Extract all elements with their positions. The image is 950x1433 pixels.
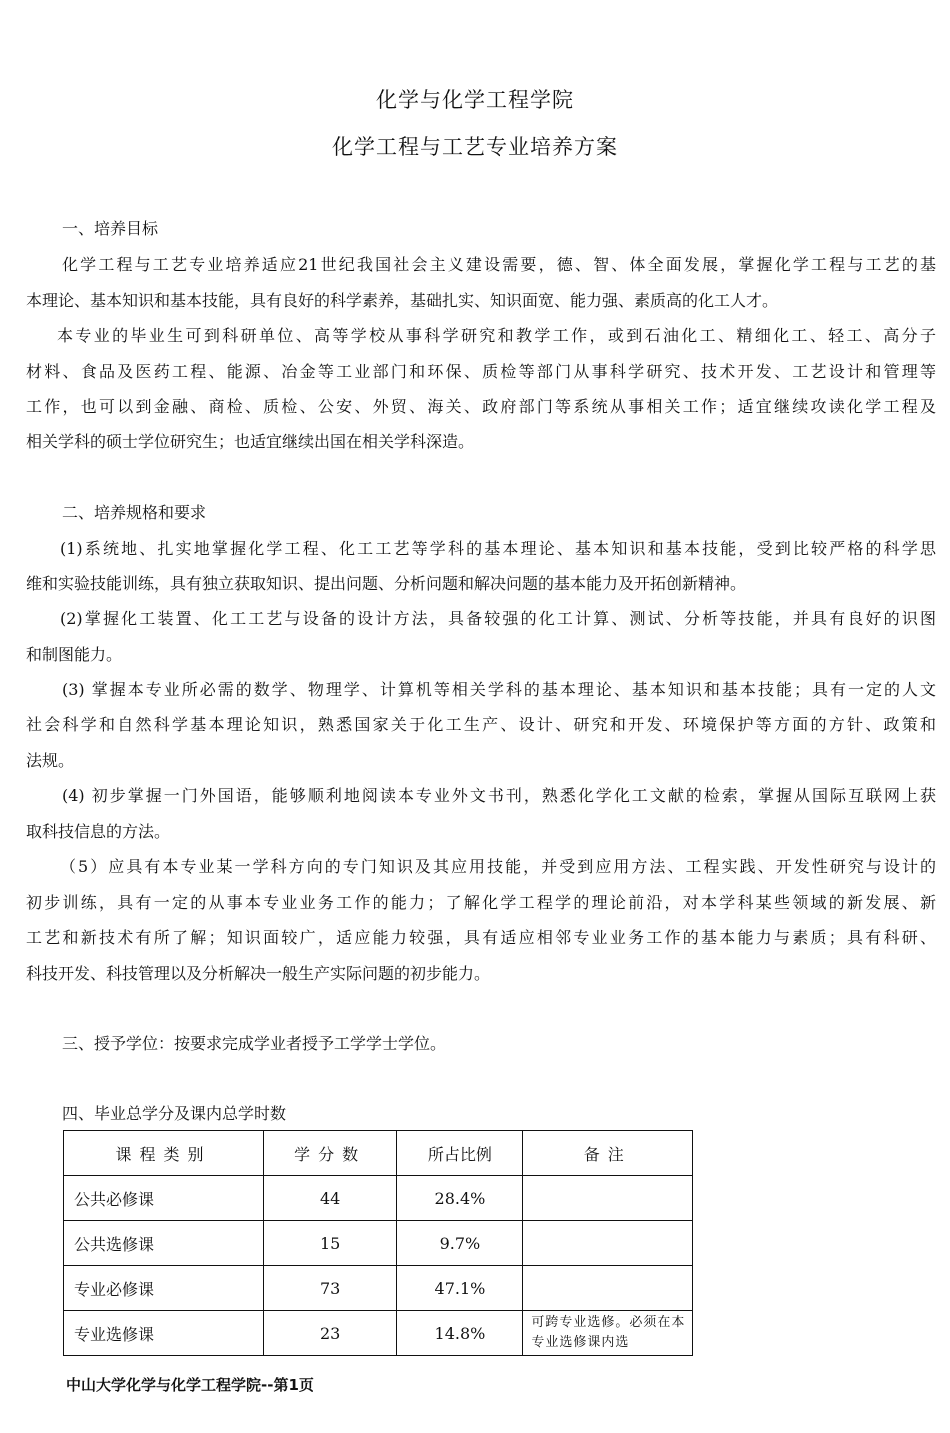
cell-credits: 15 xyxy=(263,1221,397,1266)
header-category: 课程类别 xyxy=(64,1131,264,1176)
table-row xyxy=(64,1266,693,1311)
text-line: (3) 掌握本专业所必需的数学、物理学、计算机等相关学科的基本理论、基本知识和基本技能；具有一定的人文 xyxy=(62,680,936,699)
cell-ratio: 47.1% xyxy=(397,1266,523,1311)
text-line: (2)掌握化工装置、化工工艺与设备的设计方法，具备较强的化工计算、测试、分析等技能，并具有良好的识图 xyxy=(60,609,936,628)
text-line: 材料、食品及医药工程、能源、冶金等工业部门和环保、质检等部门从事科学研究、技术开发、工艺设计和管理等 xyxy=(26,362,936,381)
text-line: 相关学科的硕士学位研究生；也适宜继续出国在相关学科深造。 xyxy=(26,432,475,451)
credits-table xyxy=(63,1130,693,1356)
program-title: 化学工程与工艺专业培养方案 xyxy=(332,135,618,159)
text-line: 取科技信息的方法。 xyxy=(26,822,171,841)
table-row xyxy=(64,1311,693,1356)
table-row xyxy=(64,1221,693,1266)
cell-category: 公共必修课 xyxy=(64,1176,264,1221)
cell-category: 公共选修课 xyxy=(64,1221,264,1266)
table-header-row xyxy=(64,1131,693,1176)
cell-category: 专业必修课 xyxy=(64,1266,264,1311)
cell-note xyxy=(523,1221,693,1266)
cell-credits: 23 xyxy=(263,1311,397,1356)
page-footer: 中山大学化学与化学工程学院--第1页 xyxy=(66,1376,314,1394)
cell-note xyxy=(523,1266,693,1311)
cell-note xyxy=(523,1176,693,1221)
cell-note: 可跨专业选修。必须在本专业选修课内选 xyxy=(523,1311,693,1356)
text-line: 本专业的毕业生可到科研单位、高等学校从事科学研究和教学工作，或到石油化工、精细化工、轻工、高分子 xyxy=(57,326,936,345)
cell-category: 专业选修课 xyxy=(64,1311,264,1356)
text-line: 科技开发、科技管理以及分析解决一般生产实际问题的初步能力。 xyxy=(26,964,491,983)
table-row xyxy=(64,1176,693,1221)
section-heading-goals: 一、培养目标 xyxy=(62,219,159,238)
text-line: 工艺和新技术有所了解；知识面较广，适应能力较强，具有适应相邻专业业务工作的基本能力与素质；具有科研、 xyxy=(26,928,936,947)
section-degree: 三、授予学位：按要求完成学业者授予工学学士学位。 xyxy=(62,1034,447,1053)
cell-ratio: 28.4% xyxy=(397,1176,523,1221)
text-line: （5）应具有本专业某一学科方向的专门知识及其应用技能，并受到应用方法、工程实践、开发性研究与设计的 xyxy=(60,857,936,876)
text-line: 和制图能力。 xyxy=(26,645,123,664)
text-line: 初步训练，具有一定的从事本专业业务工作的能力；了解化学工程学的理论前沿，对本学科某些领域的新发展、新 xyxy=(26,893,936,912)
text-line: 化学工程与工艺专业培养适应21世纪我国社会主义建设需要，德、智、体全面发展，掌握化学工程与工艺的基 xyxy=(62,255,936,274)
header-ratio: 所占比例 xyxy=(397,1131,523,1176)
institution-title: 化学与化学工程学院 xyxy=(376,88,574,112)
text-line: 维和实验技能训练，具有独立获取知识、提出问题、分析问题和解决问题的基本能力及开拓创新精神。 xyxy=(26,574,747,593)
text-line: 社会科学和自然科学基本理论知识，熟悉国家关于化工生产、设计、研究和开发、环境保护等方面的方针、政策和 xyxy=(26,715,936,734)
header-note: 备注 xyxy=(523,1131,693,1176)
cell-ratio: 14.8% xyxy=(397,1311,523,1356)
cell-ratio: 9.7% xyxy=(397,1221,523,1266)
text-line: (1)系统地、扎实地掌握化学工程、化工工艺等学科的基本理论、基本知识和基本技能，受到比较严格的科学思 xyxy=(60,539,936,558)
text-line: 工作，也可以到金融、商检、质检、公安、外贸、海关、政府部门等系统从事相关工作；适宜继续攻读化学工程及 xyxy=(26,397,936,416)
section-heading-credits: 四、毕业总学分及课内总学时数 xyxy=(62,1104,287,1123)
text-line: 法规。 xyxy=(26,751,75,770)
text-line: (4) 初步掌握一门外国语，能够顺利地阅读本专业外文书刊，熟悉化学化工文献的检索，掌握从国际互联网上获 xyxy=(62,786,936,805)
header-credits: 学分数 xyxy=(263,1131,397,1176)
text-line: 本理论、基本知识和基本技能，具有良好的科学素养，基础扎实、知识面宽、能力强、素质高的化工人才。 xyxy=(26,291,779,310)
section-heading-requirements: 二、培养规格和要求 xyxy=(62,503,207,522)
cell-credits: 44 xyxy=(263,1176,397,1221)
cell-credits: 73 xyxy=(263,1266,397,1311)
